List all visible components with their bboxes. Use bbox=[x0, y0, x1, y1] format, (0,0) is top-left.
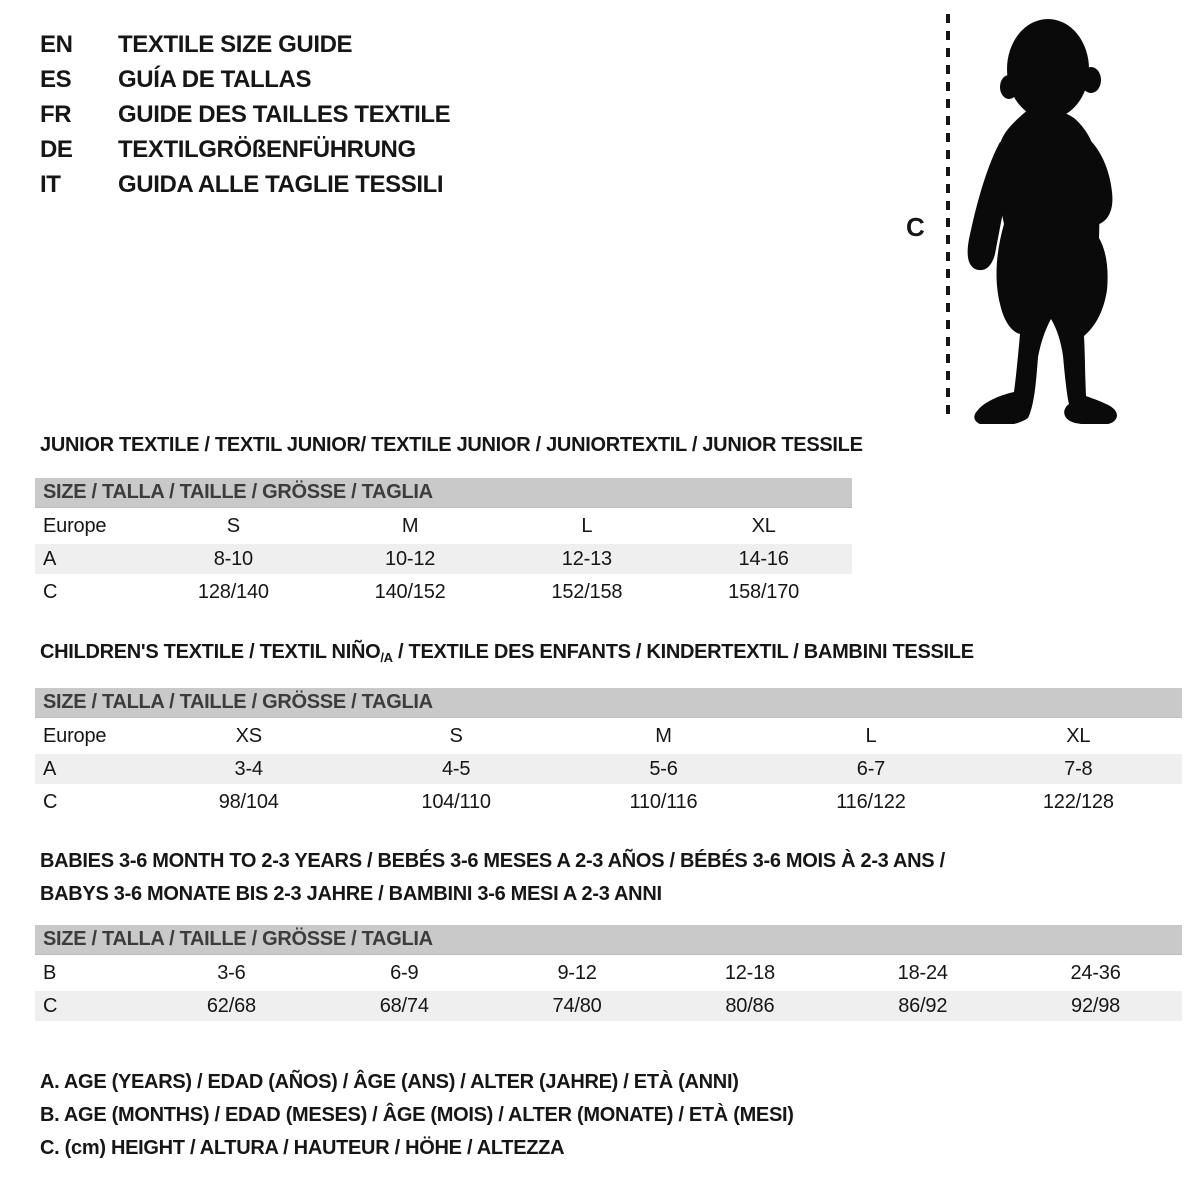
lang-row-de bbox=[40, 132, 450, 167]
table-cell: 6-9 bbox=[390, 961, 419, 984]
lang-title: TEXTILE SIZE GUIDE bbox=[118, 30, 353, 58]
row-label: C bbox=[43, 994, 58, 1017]
junior-section-title: JUNIOR TEXTILE / TEXTIL JUNIOR/ TEXTILE JUNIOR / JUNIORTEXTIL / JUNIOR TESSILE bbox=[40, 434, 863, 456]
children-title-prefix: CHILDREN'S TEXTILE / TEXTIL NIÑO bbox=[40, 641, 381, 663]
children-title-subscript: /A bbox=[380, 650, 393, 665]
table-cell: 8-10 bbox=[213, 547, 253, 570]
table-cell: M bbox=[655, 724, 672, 747]
table-cell: 62/68 bbox=[206, 994, 256, 1017]
lang-code: ES bbox=[40, 65, 72, 93]
height-measure-label: C bbox=[906, 212, 925, 242]
toddler-silhouette-image bbox=[958, 12, 1140, 424]
table-cell: 152/158 bbox=[551, 580, 623, 603]
toddler-right-ear bbox=[1081, 67, 1101, 93]
table-cell: 128/140 bbox=[197, 580, 269, 603]
table-cell: 6-7 bbox=[856, 757, 886, 780]
table-cell: 3-6 bbox=[217, 961, 246, 984]
table-cell: 86/92 bbox=[898, 994, 948, 1017]
row-label: C bbox=[43, 580, 58, 603]
height-measure-dashed-line bbox=[946, 14, 950, 416]
table-cell: 9-12 bbox=[557, 961, 597, 984]
babies-title-line2: BABYS 3-6 MONATE BIS 2-3 JAHRE / BAMBINI 3-6 MESI A 2-3 ANNI bbox=[40, 883, 662, 905]
table-row bbox=[35, 787, 1182, 817]
table-cell: 12-13 bbox=[561, 547, 612, 570]
table-cell: 10-12 bbox=[385, 547, 436, 570]
legend-line-b: B. AGE (MONTHS) / EDAD (MESES) / ÂGE (MOIS) / ALTER (MONATE) / ETÀ (MESI) bbox=[40, 1104, 794, 1126]
row-label: Europe bbox=[43, 514, 107, 537]
table-cell: 116/122 bbox=[836, 790, 906, 813]
row-label: B bbox=[43, 961, 57, 984]
children-title-suffix: / TEXTILE DES ENFANTS / KINDERTEXTIL / BAMBINI TESSILE bbox=[392, 641, 974, 663]
table-cell: 68/74 bbox=[379, 994, 429, 1017]
lang-title: GUIDA ALLE TAGLIE TESSILI bbox=[118, 170, 444, 198]
table-cell: 14-16 bbox=[738, 547, 789, 570]
lang-title: TEXTILGRÖßENFÜHRUNG bbox=[118, 135, 416, 163]
row-label: C bbox=[43, 790, 58, 813]
children-size-header-bar: SIZE / TALLA / TAILLE / GRÖSSE / TAGLIA bbox=[35, 688, 1182, 718]
table-cell: 18-24 bbox=[897, 961, 948, 984]
table-cell: 7-8 bbox=[1064, 757, 1093, 780]
table-cell: 3-4 bbox=[234, 757, 263, 780]
toddler-left-ear bbox=[1000, 75, 1018, 99]
table-cell: 104/110 bbox=[421, 790, 491, 813]
babies-size-table bbox=[35, 925, 1182, 1021]
lang-code: IT bbox=[40, 170, 61, 198]
row-label: Europe bbox=[43, 724, 107, 747]
table-cell: 4-5 bbox=[441, 757, 471, 780]
lang-row-it bbox=[40, 167, 450, 202]
table-row bbox=[35, 511, 852, 541]
table-cell: XL bbox=[1066, 724, 1091, 747]
lang-title: GUIDE DES TAILLES TEXTILE bbox=[118, 100, 451, 128]
table-cell: 110/116 bbox=[629, 790, 698, 813]
table-cell: L bbox=[865, 724, 877, 747]
lang-code: DE bbox=[40, 135, 73, 163]
table-cell: 158/170 bbox=[728, 580, 800, 603]
lang-row-fr bbox=[40, 97, 450, 132]
table-cell: S bbox=[449, 724, 463, 747]
lang-code: FR bbox=[40, 100, 72, 128]
table-row bbox=[35, 991, 1182, 1021]
table-cell: 80/86 bbox=[725, 994, 775, 1017]
table-cell: M bbox=[401, 514, 419, 537]
table-row bbox=[35, 544, 852, 574]
children-section-title bbox=[40, 641, 974, 665]
table-cell: L bbox=[581, 514, 593, 537]
babies-size-header-bar: SIZE / TALLA / TAILLE / GRÖSSE / TAGLIA bbox=[35, 925, 1182, 955]
lang-code: EN bbox=[40, 30, 73, 58]
table-cell: 140/152 bbox=[374, 580, 446, 603]
table-row bbox=[35, 958, 1182, 988]
table-cell: 74/80 bbox=[552, 994, 602, 1017]
language-title-list bbox=[40, 27, 450, 202]
table-row bbox=[35, 754, 1182, 784]
table-cell: S bbox=[226, 514, 240, 537]
lang-row-es bbox=[40, 62, 450, 97]
table-cell: XL bbox=[751, 514, 776, 537]
table-row bbox=[35, 721, 1182, 751]
row-label: A bbox=[43, 757, 57, 780]
table-cell: 98/104 bbox=[218, 790, 279, 813]
measure-legend bbox=[40, 1066, 794, 1165]
legend-line-c: C. (cm) HEIGHT / ALTURA / HAUTEUR / HÖHE / ALTEZZA bbox=[40, 1137, 565, 1159]
table-cell: 92/98 bbox=[1071, 994, 1121, 1017]
table-cell: 5-6 bbox=[649, 757, 678, 780]
table-cell: 122/128 bbox=[1042, 790, 1114, 813]
lang-title: GUÍA DE TALLAS bbox=[118, 65, 312, 93]
babies-section-title bbox=[40, 845, 945, 911]
toddler-head bbox=[1007, 19, 1089, 119]
lang-row-en bbox=[40, 27, 450, 62]
table-row bbox=[35, 577, 852, 607]
junior-size-table bbox=[35, 478, 852, 607]
babies-title-line1: BABIES 3-6 MONTH TO 2-3 YEARS / BEBÉS 3-6 MESES A 2-3 AÑOS / BÉBÉS 3-6 MOIS À 2-3 ANS / bbox=[40, 850, 945, 872]
table-cell: 24-36 bbox=[1070, 961, 1121, 984]
children-size-table bbox=[35, 688, 1182, 817]
junior-size-header-bar: SIZE / TALLA / TAILLE / GRÖSSE / TAGLIA bbox=[35, 478, 852, 508]
table-cell: XS bbox=[235, 724, 262, 747]
table-cell: 12-18 bbox=[724, 961, 775, 984]
legend-line-a: A. AGE (YEARS) / EDAD (AÑOS) / ÂGE (ANS) / ALTER (JAHRE) / ETÀ (ANNI) bbox=[40, 1071, 739, 1093]
row-label: A bbox=[43, 547, 57, 570]
